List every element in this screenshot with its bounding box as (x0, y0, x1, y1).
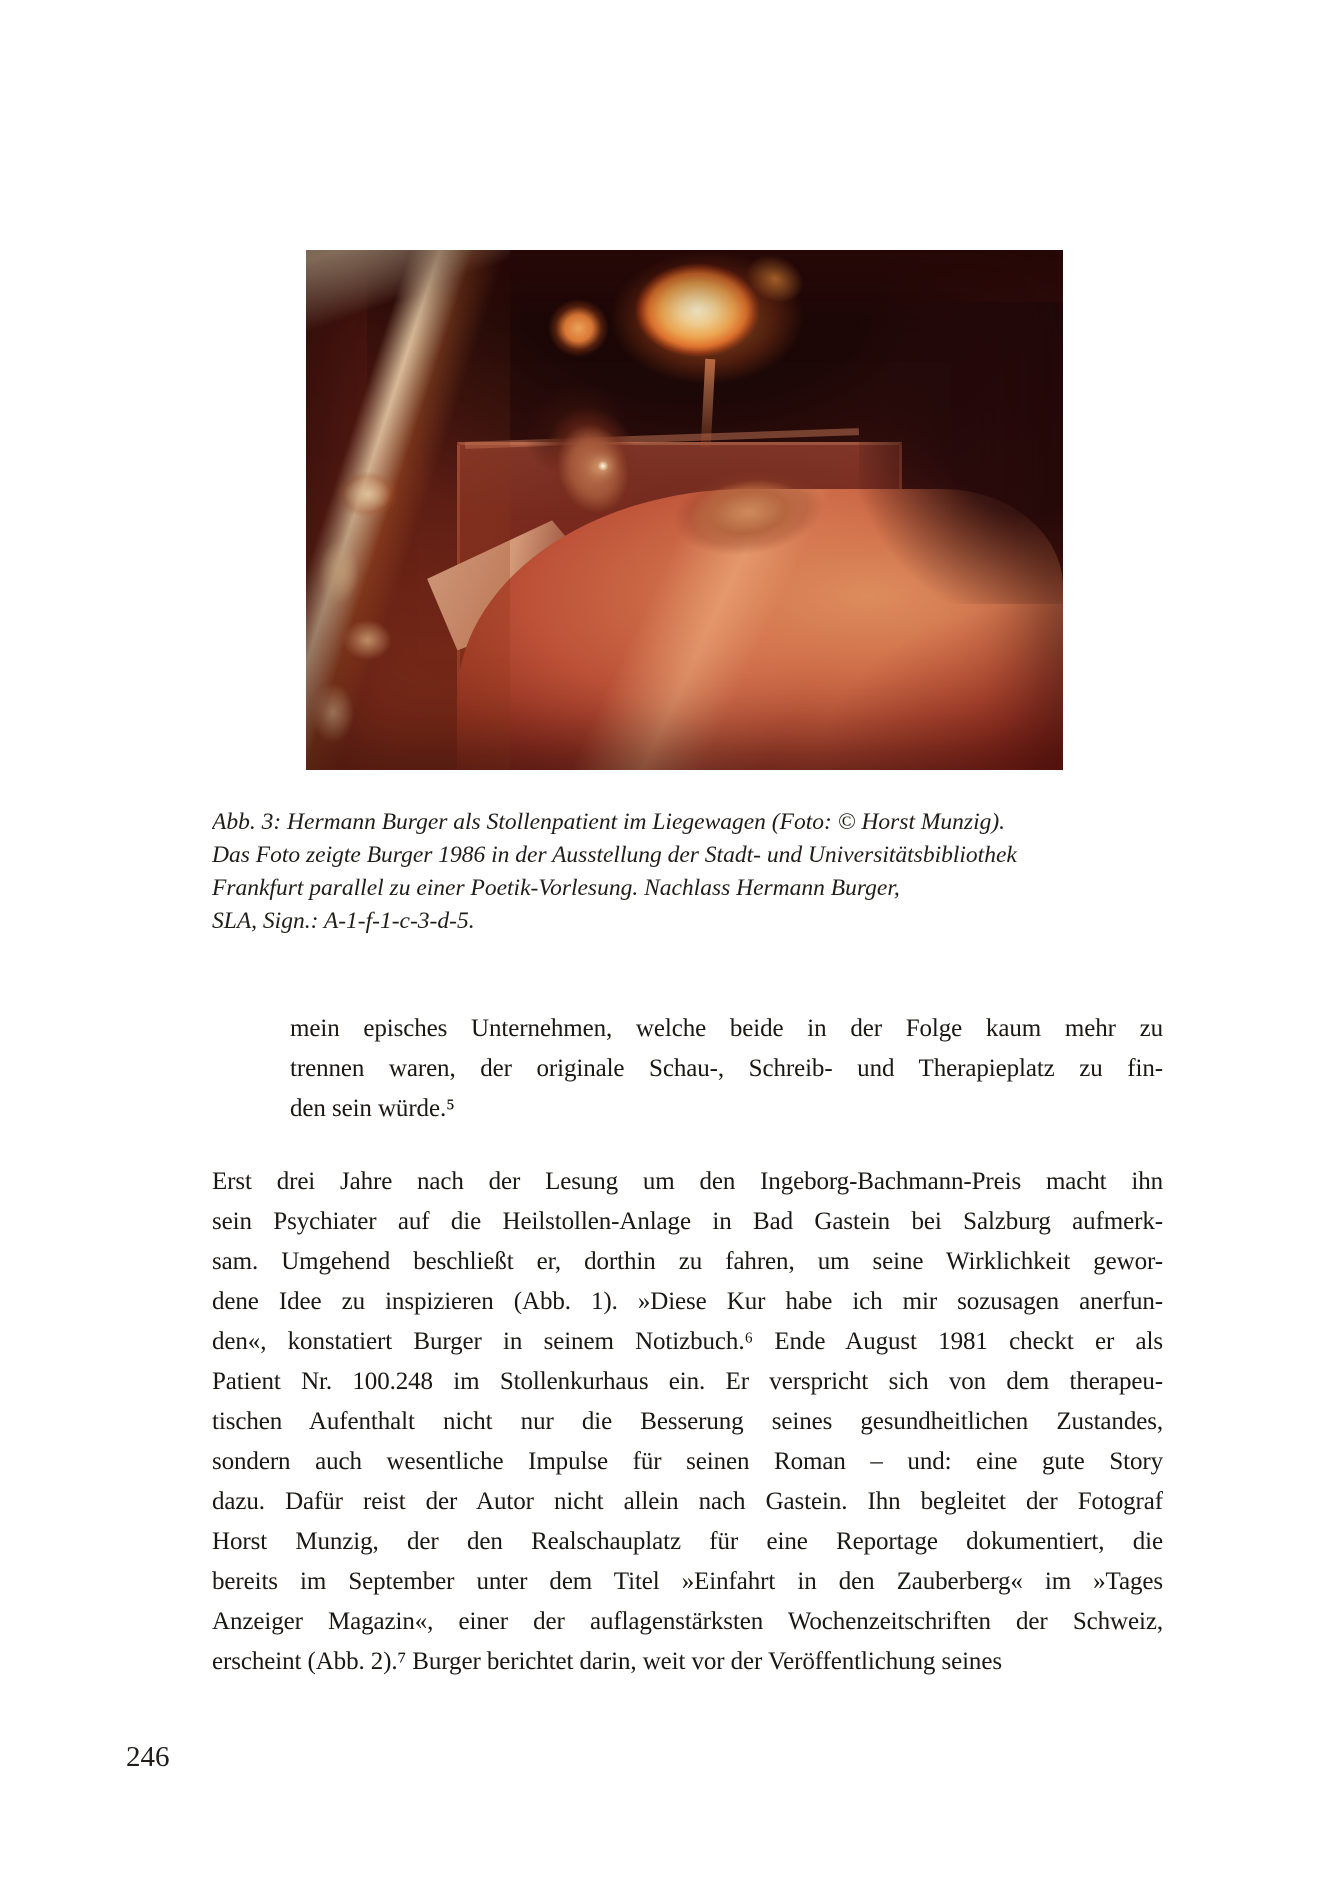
caption-line: Abb. 3: Hermann Burger als Stollenpatient im Liegewagen (Foto: © Horst Munzig). (212, 809, 1006, 835)
body-line: Anzeiger Magazin«, einer der auflagenstärksten Wochenzeitschriften der Schweiz, (212, 1608, 1163, 1635)
quote-line: trennen waren, der originale Schau-, Schreib- und Therapieplatz zu fin- (290, 1055, 1163, 1082)
body-line: sein Psychiater auf die Heilstollen-Anlage in Bad Gastein bei Salzburg aufmerk- (212, 1208, 1163, 1235)
figure-caption (212, 806, 1212, 938)
body-paragraph (212, 1162, 1163, 1682)
caption-line: Das Foto zeigte Burger 1986 in der Ausstellung der Stadt- und Universitätsbibliothek (212, 842, 1017, 868)
body-line: dazu. Dafür reist der Autor nicht allein nach Gastein. Ihn begleitet der Fotograf (212, 1488, 1163, 1515)
caption-line: SLA, Sign.: A-1-f-1-c-3-d-5. (212, 908, 475, 934)
body-line: erscheint (Abb. 2).⁷ Burger berichtet darin, weit vor der Veröffentlichung seines (212, 1648, 1002, 1675)
body-line: sam. Umgehend beschließt er, dorthin zu fahren, um seine Wirklichkeit gewor- (212, 1248, 1163, 1275)
body-line: bereits im September unter dem Titel »Einfahrt in den Zauberberg« im »Tages (212, 1568, 1163, 1595)
quote-line: mein episches Unternehmen, welche beide in der Folge kaum mehr zu (290, 1015, 1163, 1042)
body-line: tischen Aufenthalt nicht nur die Besserung seines gesundheitlichen Zustandes, (212, 1408, 1163, 1435)
body-line: Patient Nr. 100.248 im Stollenkurhaus ein. Er verspricht sich von dem therapeu- (212, 1368, 1163, 1395)
photo-vignette (306, 250, 1063, 770)
quote-line: den sein würde.⁵ (290, 1095, 455, 1122)
body-line: den«, konstatiert Burger in seinem Notizbuch.⁶ Ende August 1981 checkt er als (212, 1328, 1163, 1355)
page-number: 246 (126, 1741, 170, 1773)
body-line: dene Idee zu inspizieren (Abb. 1). »Diese Kur habe ich mir sozusagen anerfun- (212, 1288, 1163, 1315)
body-line: Erst drei Jahre nach der Lesung um den Ingeborg-Bachmann-Preis macht ihn (212, 1168, 1163, 1195)
caption-line: Frankfurt parallel zu einer Poetik-Vorlesung. Nachlass Hermann Burger, (212, 875, 900, 901)
block-quote (290, 1009, 1163, 1129)
body-line: sondern auch wesentliche Impulse für seinen Roman – und: eine gute Story (212, 1448, 1163, 1475)
body-line: Horst Munzig, der den Realschauplatz für eine Reportage dokumentiert, die (212, 1528, 1163, 1555)
figure-photo (306, 250, 1063, 770)
